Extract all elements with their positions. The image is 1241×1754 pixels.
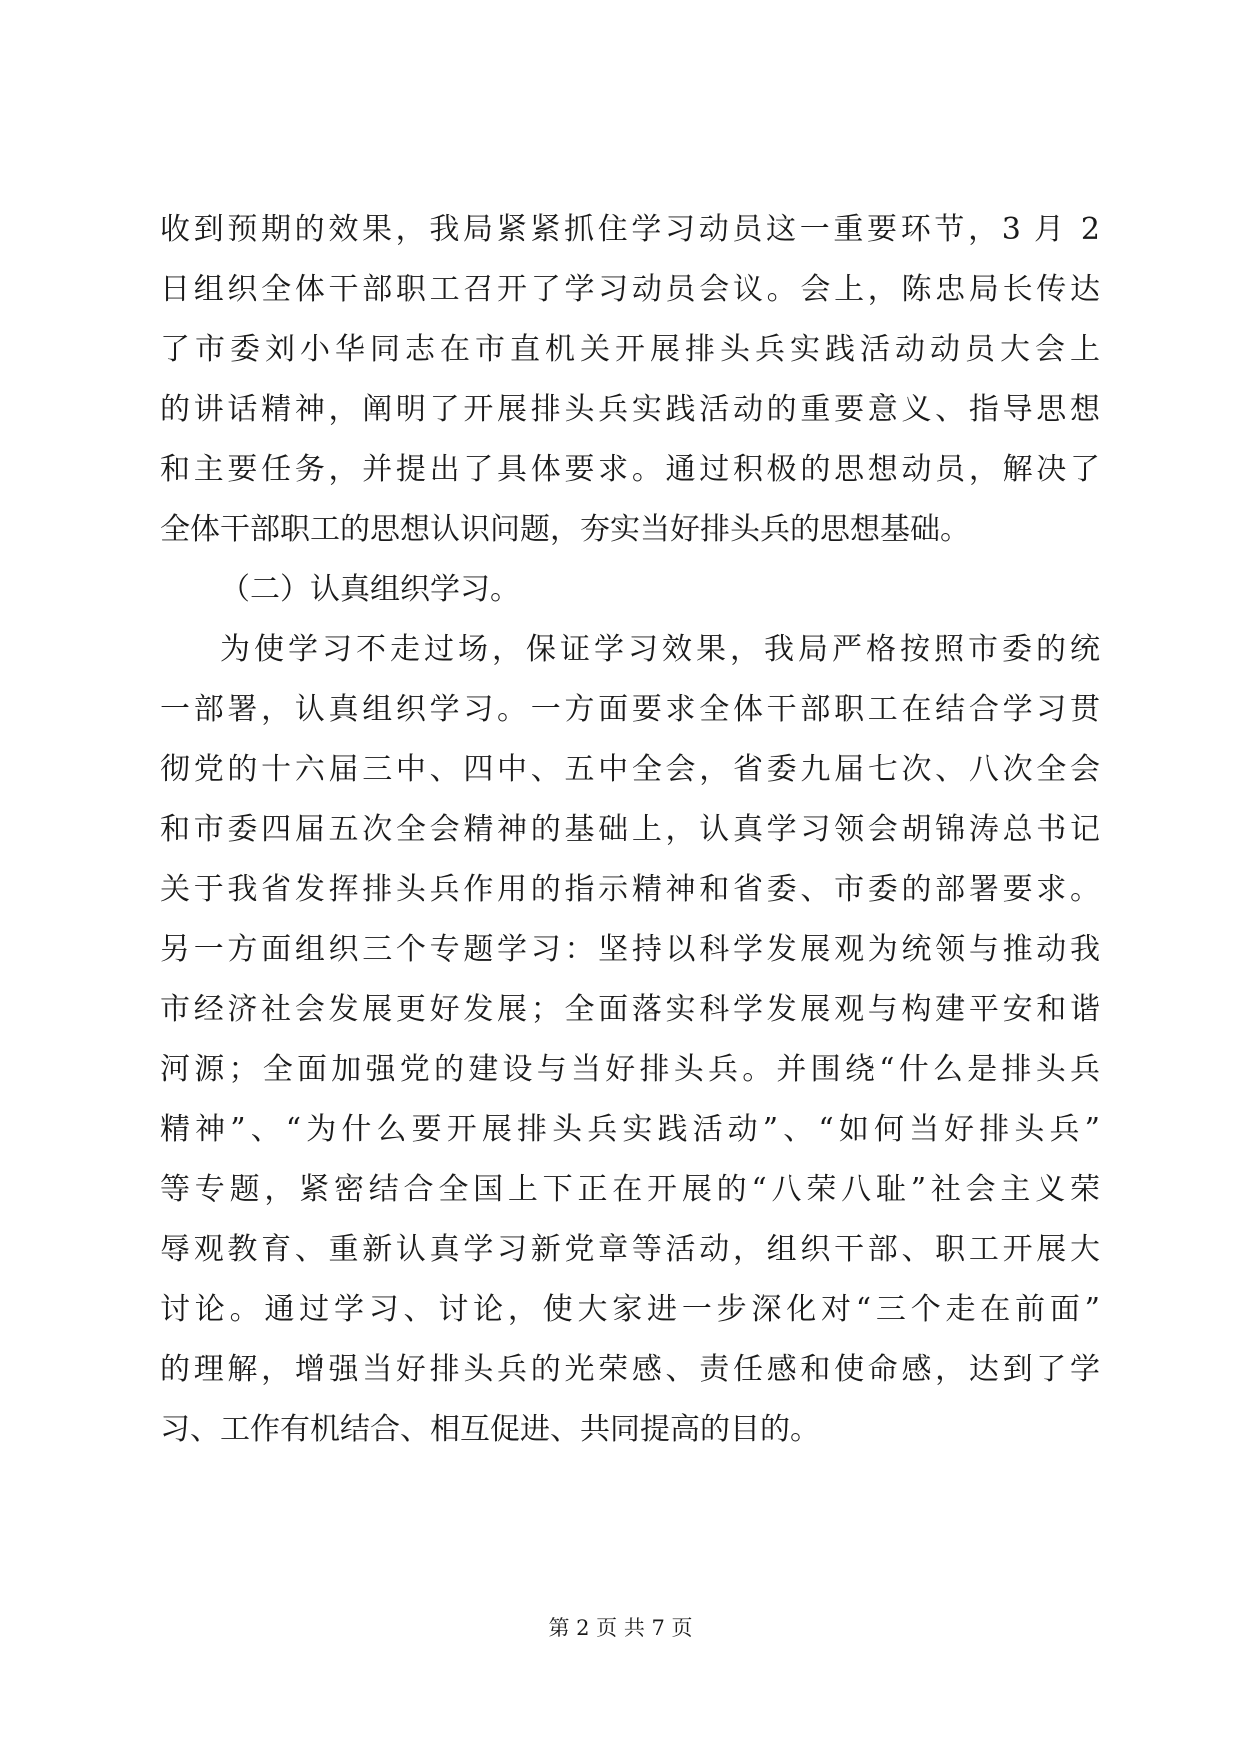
text-line: 另一方面组织三个专题学习：坚持以科学发展观为统领与推动我	[160, 932, 1100, 967]
text-line: 彻党的十六届三中、四中、五中全会，省委九届七次、八次全会	[160, 752, 1100, 787]
text-line: 等专题，紧密结合全国上下正在开展的“八荣八耻”社会主义荣	[160, 1172, 1100, 1207]
text-line: 的理解，增强当好排头兵的光荣感、责任感和使命感，达到了学	[160, 1352, 1100, 1387]
heading-line: （二）认真组织学习。	[220, 572, 520, 607]
page-number-footer: 第 2 页 共 7 页	[548, 1616, 693, 1640]
document-body	[160, 200, 1100, 1460]
text-line: 和市委四届五次全会精神的基础上，认真学习领会胡锦涛总书记	[160, 812, 1100, 847]
text-line: 河源；全面加强党的建设与当好排头兵。并围绕“什么是排头兵	[160, 1052, 1100, 1087]
text-line: 精神”、“为什么要开展排头兵实践活动”、“如何当好排头兵”	[160, 1112, 1100, 1147]
section-heading	[160, 560, 1100, 620]
paragraph-mobilization	[160, 200, 1100, 560]
text-line: 了市委刘小华同志在市直机关开展排头兵实践活动动员大会上	[160, 332, 1100, 367]
text-line: 日组织全体干部职工召开了学习动员会议。会上，陈忠局长传达	[160, 272, 1100, 307]
text-line: 习、工作有机结合、相互促进、共同提高的目的。	[160, 1412, 820, 1447]
paragraph-study	[160, 620, 1100, 1460]
text-line: 关于我省发挥排头兵作用的指示精神和省委、市委的部署要求。	[160, 872, 1100, 907]
text-line: 的讲话精神，阐明了开展排头兵实践活动的重要意义、指导思想	[160, 392, 1100, 427]
text-line: 全体干部职工的思想认识问题，夯实当好排头兵的思想基础。	[160, 512, 970, 547]
text-line: 一部署，认真组织学习。一方面要求全体干部职工在结合学习贯	[160, 692, 1100, 727]
text-line: 市经济社会发展更好发展；全面落实科学发展观与构建平安和谐	[160, 992, 1100, 1027]
text-line: 辱观教育、重新认真学习新党章等活动，组织干部、职工开展大	[160, 1232, 1100, 1267]
text-line: 为使学习不走过场，保证学习效果，我局严格按照市委的统	[220, 632, 1100, 667]
text-line: 讨论。通过学习、讨论，使大家进一步深化对“三个走在前面”	[160, 1292, 1100, 1327]
text-line: 和主要任务，并提出了具体要求。通过积极的思想动员，解决了	[160, 452, 1100, 487]
text-line: 收到预期的效果，我局紧紧抓住学习动员这一重要环节，3 月 2	[160, 212, 1100, 247]
